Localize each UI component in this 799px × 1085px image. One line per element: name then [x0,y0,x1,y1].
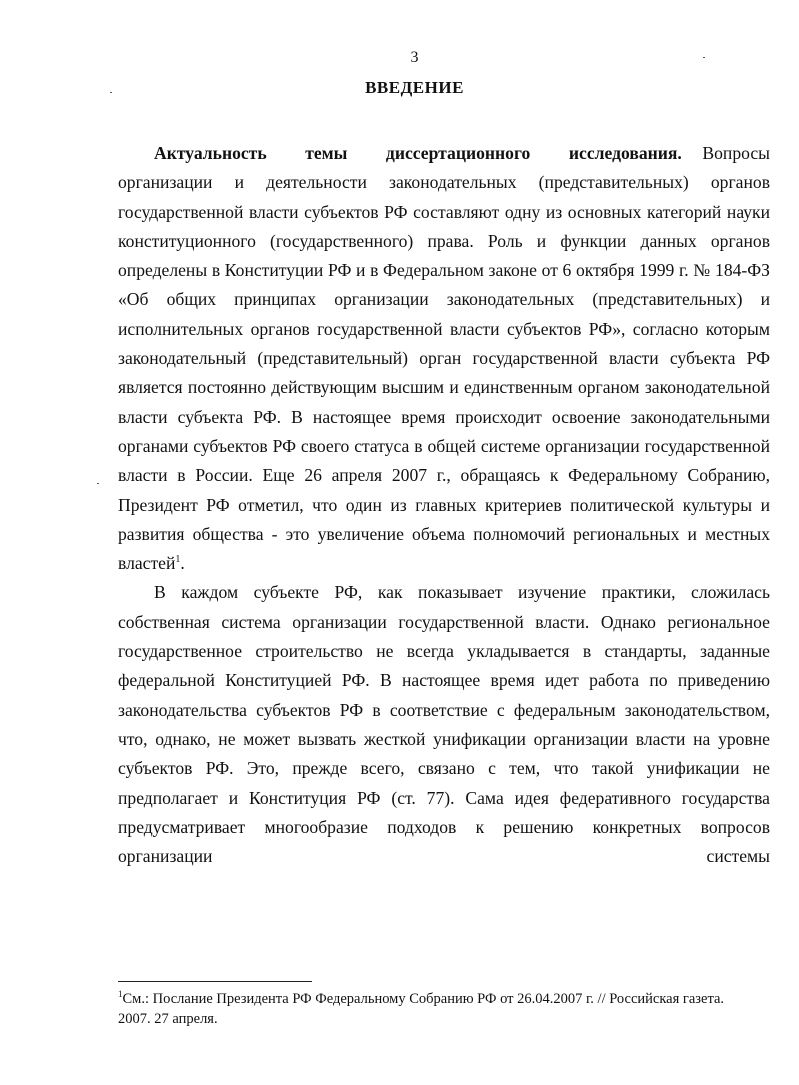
page-number: 3 [410,49,419,66]
paragraph-end: . [180,553,185,574]
paragraph-2 [118,578,770,871]
paragraph-text: Вопросы организации и деятельности законодательных (представительных) органов государственной власти субъектов РФ составляют одну из основных категорий науки конституционного (государственного) права. Роль и функции данных органов определены в Конституции РФ и в Федеральном законе от 6 октября 1999 г. № 184-ФЗ «Об общих принципах организации законодательных (представительных) и исполнительных органов государственной власти субъектов РФ», согласно которым законодательный (представительный) орган государственной власти субъекта РФ является постоянно действующим высшим и единственным органом законодательной власти субъекта РФ. В настоящее время происходит освоение законодательными органами субъектов РФ своего статуса в общей системе организации государственной власти в России. Еще 26 апреля 2007 г., обращаясь к Федеральному Собранию, Президент РФ отметил, что один из главных критериев политической культуры и развития общества - это увеличение объема полномочий региональных и местных властей [118,143,770,574]
paragraph-lead: Актуальность темы диссертационного исследования. [154,143,682,163]
footnote-text: См.: Послание Президента РФ Федеральному Собранию РФ от 26.04.2007 г. // Российская газета. 2007. 27 апреля. [118,991,725,1027]
footnote-marker: 1 [118,989,123,1000]
paragraph-1 [118,139,770,578]
footnote-ref[interactable]: 1 [175,554,181,566]
section-heading: ВВЕДЕНИЕ [365,78,464,97]
paragraph-text: В каждом субъекте РФ, как показывает изучение практики, сложилась собственная система организации государственной власти. Однако региональное государственное строительство не всегда укладывается в стандарты, заданные федеральной Конституцией РФ. В настоящее время идет работа по приведению законодательства субъектов РФ в соответствие с федеральным законодательством, что, однако, не может вызвать жесткой унификации организации власти на уровне субъектов РФ. Это, прежде всего, связано с тем, что такой унификации не предполагает и Конституция РФ (ст. 77). Сама идея федеративного государства предусматривает многообразие подходов к решению конкретных вопросов организации системы [118,582,770,867]
footnote [118,989,758,1029]
footnote-separator [118,981,312,982]
body-text [118,139,770,871]
scan-speck [97,483,99,484]
